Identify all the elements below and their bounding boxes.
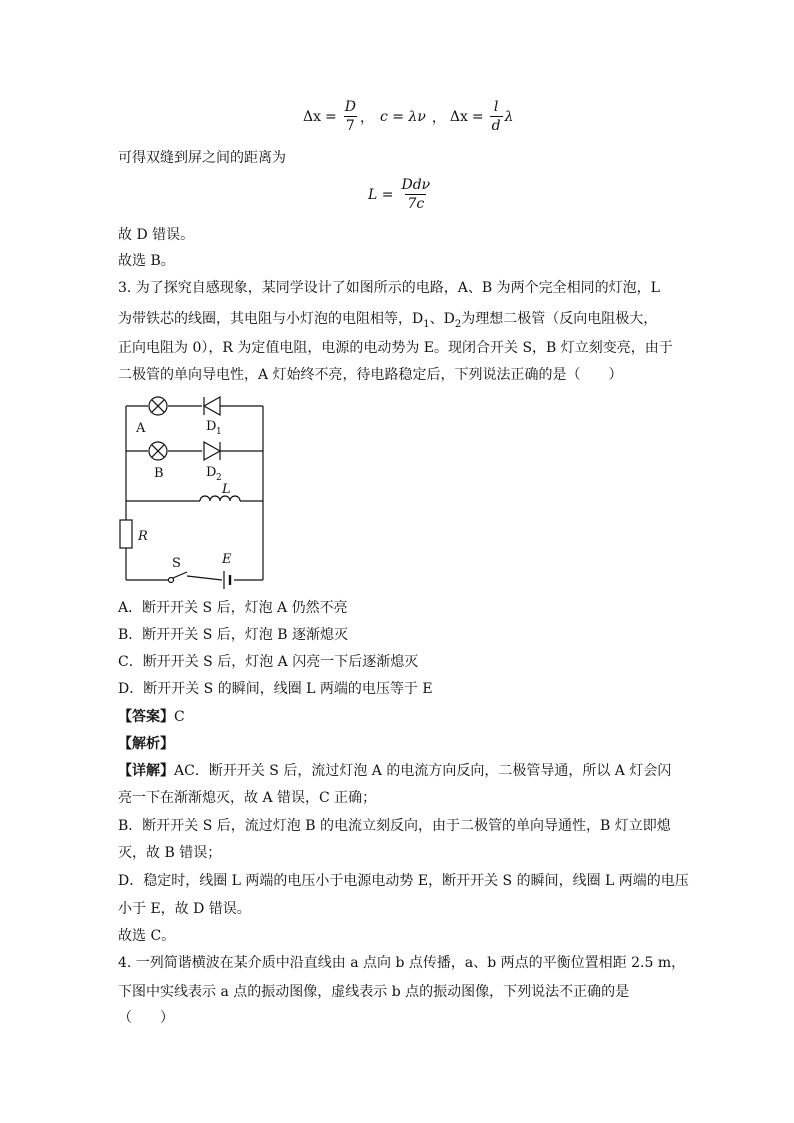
- q3-line-2: [118, 309, 657, 335]
- analysis-label: 【解析】: [118, 736, 174, 752]
- fraction-numerator: l: [493, 99, 499, 115]
- d-wrong-text: 故 D 错误。: [118, 227, 195, 243]
- answer-label: 【答案】: [118, 709, 174, 725]
- fraction-denominator: 7: [345, 118, 355, 134]
- q4-line-2: 下图中实线表示 a 点的振动图像，虚线表示 b 点的振动图像，下列说法不正确的是: [118, 984, 630, 1000]
- answer-value: C: [174, 709, 185, 725]
- q3-line-3: 正向电阻为 0），R 为定值电阻，电源的电动势为 E。现闭合开关 S，B 灯立刻变亮，由于: [118, 340, 673, 356]
- label-s: S: [172, 556, 181, 571]
- detail-line-1: [118, 761, 671, 781]
- option-c: C．断开开关 S 后，灯泡 A 闪亮一下后逐渐熄灭: [118, 654, 419, 670]
- equals-sign: =: [325, 108, 337, 125]
- battery-icon: [224, 571, 230, 589]
- option-b: B．断开开关 S 后，灯泡 B 逐渐熄灭: [118, 627, 348, 643]
- circuit-diagram: [110, 392, 280, 592]
- lamp-a-icon: [149, 397, 167, 415]
- label-l: L: [222, 482, 231, 497]
- label-e: E: [222, 552, 232, 567]
- detail-line-4: 灭，故 B 错误；: [118, 845, 222, 861]
- answer-line: [118, 707, 185, 727]
- subscript: 1: [423, 318, 430, 330]
- detail-text: AC．断开开关 S 后，流过灯泡 A 的电流方向反向，二极管导通，所以 A 灯会闪: [174, 763, 672, 779]
- switch-icon: [169, 572, 188, 583]
- fraction-numerator: D: [344, 99, 356, 115]
- subscript: 2: [454, 318, 462, 330]
- equals-sign: =: [471, 108, 484, 125]
- label-d2: D: [206, 465, 217, 480]
- detail-line-6: 小于 E，故 D 错误。: [118, 901, 251, 917]
- fraction-l-over-d: [490, 98, 503, 135]
- q3-line-2-mid: 、D: [429, 311, 455, 327]
- resistor-icon: [120, 520, 132, 548]
- fraction-d-over-7: [343, 98, 358, 135]
- fraction-ddv-over-7c: [399, 176, 432, 213]
- q3-line-2-pre: 为带铁芯的线圈，其电阻与小灯泡的电阻相等，D: [118, 311, 424, 327]
- diode-d2-icon: [204, 442, 220, 460]
- wave-speed-formula: c = λν: [379, 108, 426, 125]
- q4-line-3: （ ）: [118, 1010, 174, 1026]
- inductor-coil-icon: [200, 496, 240, 501]
- label-d1: D: [206, 419, 217, 434]
- detail-label: 【详解】: [118, 763, 174, 779]
- label-a: A: [136, 421, 146, 436]
- fraction-denominator: 7c: [407, 196, 425, 212]
- delta-x-symbol: Δx: [303, 108, 322, 125]
- q3-line-2-post: 为理想二极管（反向电阻极大，: [461, 311, 658, 327]
- option-d: D．断开开关 S 的瞬间，线圈 L 两端的电压等于 E: [118, 681, 433, 697]
- option-a: A．断开开关 S 后，灯泡 A 仍然不亮: [118, 600, 348, 616]
- choose-b-text: 故选 B。: [118, 253, 175, 269]
- label-d1-sub: 1: [216, 427, 222, 437]
- wire: [187, 576, 222, 580]
- detail-line-2: 亮一下在渐渐熄灭，故 A 错误，C 正确；: [118, 790, 377, 806]
- q3-line-1: 3. 为了探究自感现象，某同学设计了如图所示的电路，A、B 为两个完全相同的灯泡，L: [118, 280, 660, 296]
- separator: ，: [359, 109, 374, 126]
- detail-line-3: B．断开开关 S 后，流过灯泡 B 的电流立刻反向，由于二极管的单向导通性，B 灯立即熄: [118, 818, 671, 834]
- q4-line-1: 4. 一列简谐横波在某介质中沿直线由 a 点向 b 点传播，a、b 两点的平衡位置相距 2.5 m，: [118, 955, 686, 971]
- label-d2-sub: 2: [216, 473, 222, 483]
- q3-line-4: 二极管的单向导电性，A 灯始终不亮，待电路稳定后，下列说法正确的是（ ）: [118, 367, 623, 383]
- choose-c-text: 故选 C。: [118, 928, 176, 944]
- formula-distance: [368, 176, 434, 213]
- formula-lhs: L =: [368, 186, 394, 203]
- delta-x-symbol: Δx: [449, 108, 468, 125]
- separator: ，: [431, 109, 446, 126]
- text-distance: 可得双缝到屏之间的距离为: [118, 150, 286, 166]
- label-r: R: [138, 529, 148, 544]
- label-b: B: [154, 466, 164, 481]
- detail-line-5: D．稳定时，线圈 L 两端的电压小于电源电动势 E，断开开关 S 的瞬间，线圈 L 两端的电压: [118, 873, 689, 889]
- lamp-b-icon: [149, 442, 167, 460]
- diode-d1-icon: [204, 397, 220, 415]
- lambda-symbol: λ: [504, 108, 514, 125]
- fraction-denominator: d: [491, 118, 501, 134]
- formula-interference: [303, 98, 513, 135]
- fraction-numerator: Ddν: [401, 177, 431, 193]
